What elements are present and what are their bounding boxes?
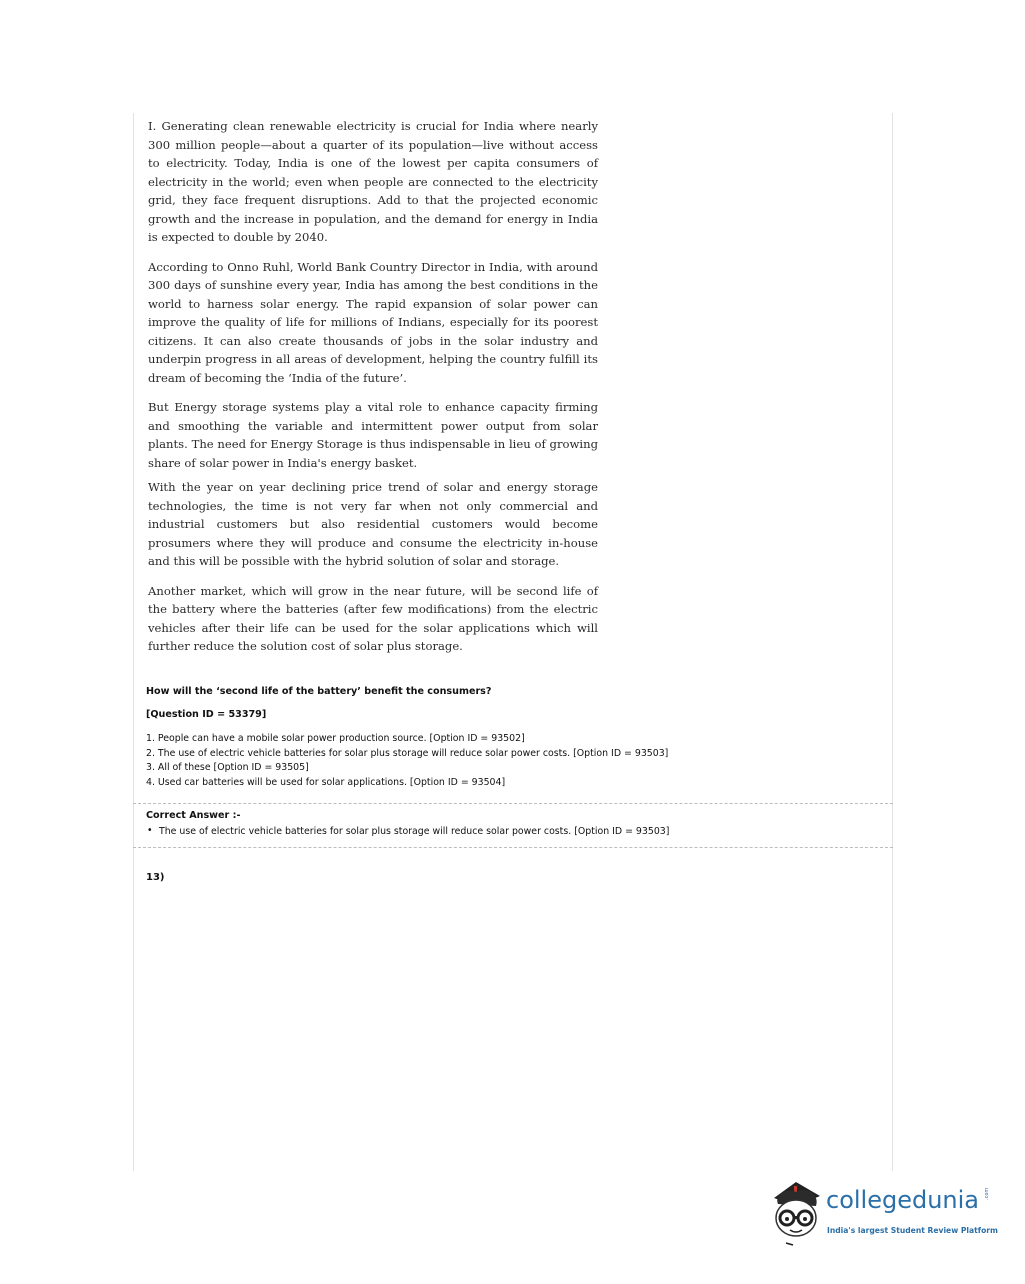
page-right-border xyxy=(892,113,893,1171)
correct-answer-text: The use of electric vehicle batteries for solar plus storage will reduce solar power costs. [Option ID = 93503] xyxy=(159,826,670,837)
passage-paragraph-1: I. Generating clean renewable electricity is crucial for India where nearly 300 million people—about a quarter of its population—live without access to electricity. Today, India is one of the lowest per capita consumers of electricity in the world; even when people are connected to the electricity grid, they face frequent disruptions. Add to that the projected economic growth and the increase in population, and the demand for energy in India is expected to double by 2040. xyxy=(148,119,598,244)
correct-answer-block xyxy=(146,810,886,837)
question-block xyxy=(146,686,886,790)
page-left-border xyxy=(133,113,134,1171)
separator-top xyxy=(133,803,893,804)
passage-paragraph-3: But Energy storage systems play a vital role to enhance capacity firming and smoothing the variable and intermittent power output from solar plants. The need for Energy Storage is thus indispensable in lieu of growing share of solar power in India's energy basket. xyxy=(148,400,598,470)
passage-paragraph-2: According to Onno Ruhl, World Bank Country Director in India, with around 300 days of sunshine every year, India has among the best conditions in the world to harness solar energy. The rapid expansion of solar power can improve the quality of life for millions of Indians, especially for its poorest citizens. It can also create thousands of jobs in the solar industry and underpin progress in all areas of development, helping the country fulfill its dream of becoming the ‘India of the future’. xyxy=(148,259,598,385)
separator-bottom xyxy=(133,847,893,848)
passage-paragraph-5: Another market, which will grow in the near future, will be second life of the battery where the batteries (after few modifications) from the electric vehicles after their life can be used for the solar applications which will further reduce the solution cost of solar plus storage. xyxy=(148,583,598,653)
option-1: 1. People can have a mobile solar power production source. [Option ID = 93502] xyxy=(146,733,525,744)
option-2: 2. The use of electric vehicle batteries for solar plus storage will reduce solar power costs. [Option ID = 93503] xyxy=(146,747,669,759)
mascot-icon xyxy=(766,1176,826,1248)
logo-suffix: .com xyxy=(984,1187,990,1200)
correct-answer-label: Correct Answer :- xyxy=(146,810,241,821)
logo-wordmark: collegedunia xyxy=(826,1186,980,1214)
passage-paragraph-4: With the year on year declining price trend of solar and energy storage technologies, the time is not very far when not only commercial and industrial customers but also residential customers would become prosumers where they will produce and consume the electricity in-house and this will be possible with the hybrid solution of solar and storage. xyxy=(148,480,598,568)
reading-passage xyxy=(148,117,598,667)
option-4: 4. Used car batteries will be used for solar applications. [Option ID = 93504] xyxy=(146,776,506,788)
correct-answer-item xyxy=(146,826,886,837)
option-list xyxy=(146,732,886,790)
next-question-number: 13) xyxy=(146,872,165,883)
logo-tagline: India's largest Student Review Platform xyxy=(827,1226,998,1235)
question-text: How will the ‘second life of the battery’ benefit the consumers? xyxy=(146,686,492,697)
collegedunia-logo xyxy=(766,1176,998,1248)
question-id: [Question ID = 53379] xyxy=(146,709,267,720)
bullet-icon: • xyxy=(147,825,153,836)
option-3: 3. All of these [Option ID = 93505] xyxy=(146,762,309,774)
